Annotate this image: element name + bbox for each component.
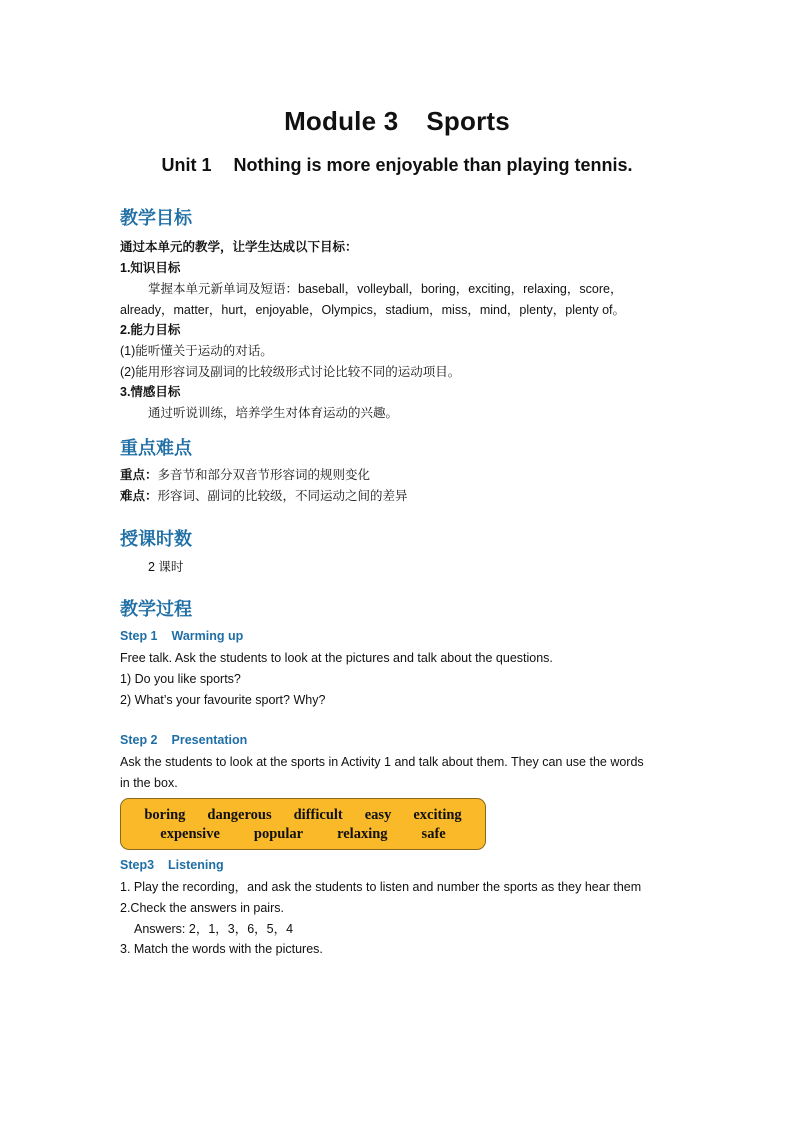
step2-line-2: in the box. [120,776,178,790]
step3-line-1: 1. Play the recording，and ask the students to listen and number the sports as they hear them [120,880,642,894]
step1-label: Step 1 [120,629,158,643]
key-point-text: 多音节和部分双音节形容词的规则变化 [157,468,371,482]
hours-text: 2 课时 [148,560,184,574]
word-item: dangerous [207,807,272,823]
word-item: safe [421,826,446,842]
process-heading: 教学过程 [120,599,192,619]
ability-item-1: (1)能听懂关于运动的对话。 [120,344,273,358]
step3-label: Step3 [120,858,155,872]
word-box-row-1 [121,807,485,824]
knowledge-heading: 1.知识目标 [120,261,181,275]
word-item: relaxing [337,826,388,842]
emotion-text: 通过听说训练，培养学生对体育运动的兴趣。 [148,406,399,420]
word-item: expensive [160,826,220,842]
ability-heading: 2.能力目标 [120,323,181,337]
module-title [120,106,674,137]
step3-title: Listening [168,858,224,872]
objectives-intro: 通过本单元的教学，让学生达成以下目标： [120,240,358,254]
unit-number: Unit 1 [161,155,212,175]
step1-heading [120,629,243,643]
step3-heading [120,858,224,872]
knowledge-line-1: 掌握本单元新单词及短语：baseball，volleyball，boring，exciting，relaxing，score， [148,282,623,296]
step1-line-1: Free talk. Ask the students to look at the pictures and talk about the questions. [120,651,553,665]
key-point-line [120,465,370,486]
step2-label: Step 2 [120,733,158,747]
step2-title: Presentation [171,733,248,747]
module-number: Module 3 [284,106,399,136]
step1-line-3: 2) What’s your favourite sport? Why? [120,693,326,707]
step2-line-1: Ask the students to look at the sports in Activity 1 and talk about them. They can use the words [120,755,644,769]
step1-title: Warming up [171,629,244,643]
difficult-point-text: 形容词、副词的比较级，不同运动之间的差异 [157,489,408,503]
knowledge-line-2: already，matter，hurt，enjoyable，Olympics，stadium，miss，mind，plenty，plenty of。 [120,303,626,317]
ability-item-2: (2)能用形容词及副词的比较级形式讨论比较不同的运动项目。 [120,365,461,379]
step3-line-4: 3. Match the words with the pictures. [120,942,323,956]
key-points-heading: 重点难点 [120,438,192,458]
word-item: easy [364,807,392,823]
unit-title [120,155,674,176]
word-box [120,798,486,850]
hours-heading: 授课时数 [120,529,192,549]
step3-line-2: 2.Check the answers in pairs. [120,901,284,915]
word-box-row-2 [121,826,485,843]
difficult-point-line [120,486,408,507]
step1-line-2: 1) Do you like sports? [120,672,241,686]
difficult-point-label: 难点： [120,489,158,503]
module-topic: Sports [426,106,510,136]
step3-answers: Answers: 2，1，3，6，5，4 [134,922,294,936]
step2-heading [120,733,247,747]
word-item: difficult [293,807,343,823]
key-point-label: 重点： [120,468,158,482]
word-item: exciting [413,807,462,823]
unit-title-text: Nothing is more enjoyable than playing tennis. [233,155,633,175]
word-item: popular [253,826,304,842]
objectives-heading: 教学目标 [120,208,192,228]
word-item: boring [144,807,186,823]
emotion-heading: 3.情感目标 [120,385,181,399]
